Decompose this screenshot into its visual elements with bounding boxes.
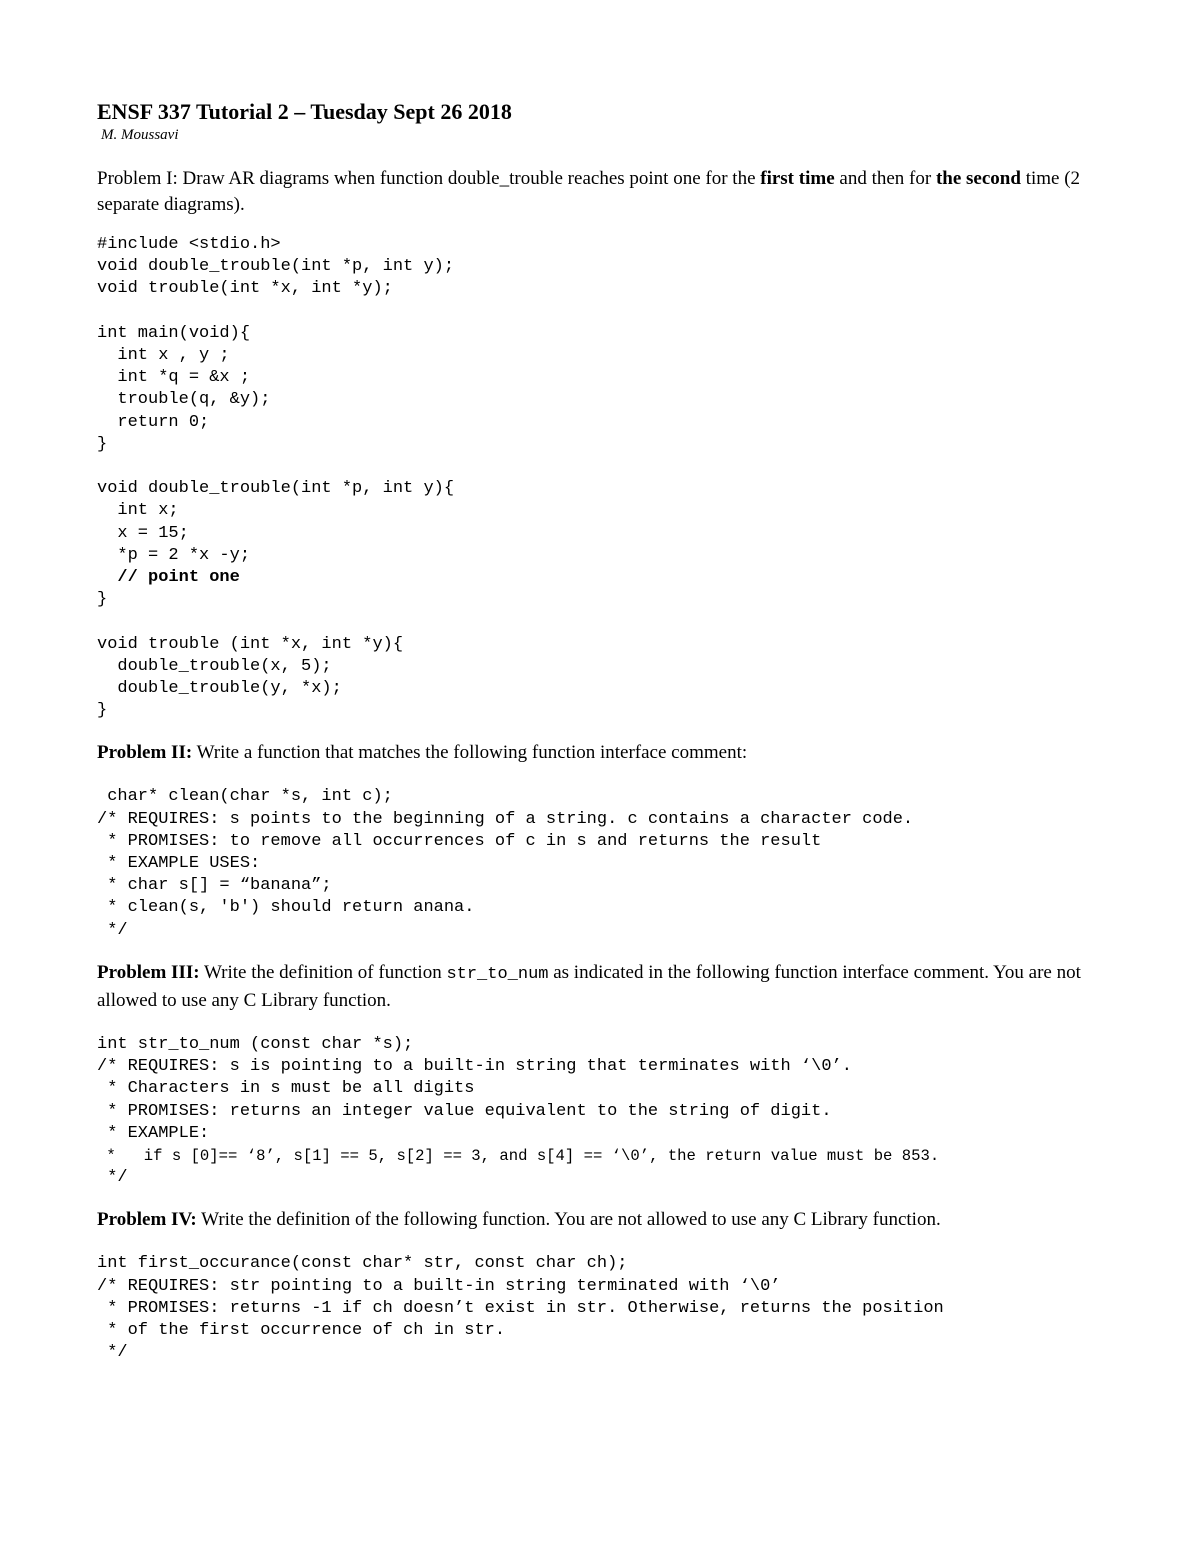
problem-1-statement (97, 166, 1107, 218)
problem-4-statement (97, 1207, 1107, 1233)
code-line: } (97, 434, 108, 454)
code-line: x = 15; (97, 523, 189, 543)
code-line: int x; (97, 501, 179, 521)
code-line: */ (97, 1343, 128, 1363)
code-line: * PROMISES: returns an integer value equivalent to the string of digit. (97, 1101, 832, 1121)
document-page (97, 98, 1107, 1364)
code-line (97, 301, 1107, 323)
code-line: void trouble (int *x, int *y){ (97, 634, 404, 654)
code-line: } (97, 701, 108, 721)
problem-1-emphasis-second: the second (935, 168, 1021, 189)
code-line: void double_trouble(int *p, int y); (97, 257, 455, 277)
problem-3-label: Problem III: (97, 961, 200, 983)
code-line: int x , y ; (97, 346, 230, 366)
code-line: *p = 2 *x -y; (97, 545, 251, 565)
code-line: char* clean(char *s, int c); (97, 787, 393, 807)
code-line: * of the first occurrence of ch in str. (97, 1320, 506, 1340)
code-line: trouble(q, &y); (97, 390, 271, 410)
document-author: M. Moussavi (101, 127, 179, 143)
code-line: void trouble(int *x, int *y); (97, 279, 393, 299)
code-line: * Characters in s must be all digits (97, 1079, 475, 1099)
problem-4-text: Write the definition of the following function. You are not allowed to use any C Library function. (196, 1209, 941, 1231)
problem-3-text-a: Write the definition of function (199, 961, 447, 983)
problem-1-code-block (97, 234, 1107, 722)
problem-3-function-name: str_to_num (446, 964, 549, 984)
code-line: /* REQUIRES: s points to the beginning of a string. c contains a character code. (97, 809, 914, 829)
problem-2-statement (97, 740, 1107, 766)
code-line: double_trouble(x, 5); (97, 656, 332, 676)
code-line (97, 611, 1107, 633)
code-line: /* REQUIRES: s is pointing to a built-in string that terminates with ‘\0’. (97, 1057, 852, 1077)
document-title: ENSF 337 Tutorial 2 – Tuesday Sept 26 2018 (97, 99, 512, 124)
problem-3-code-block (97, 1034, 1107, 1189)
code-line (97, 456, 1107, 478)
problem-1-emphasis-first-time: first time (760, 168, 835, 189)
code-line: double_trouble(y, *x); (97, 679, 342, 699)
code-line: * PROMISES: to remove all occurrences of c in s and returns the result (97, 831, 822, 851)
problem-2-text: Write a function that matches the following function interface comment: (192, 742, 748, 764)
code-line: */ (97, 920, 128, 940)
problem-1-text-c: time (2 separate diagrams). (97, 168, 1081, 215)
problem-1-text-a: Problem I: Draw AR diagrams when function double_trouble reaches point one for the (97, 168, 761, 189)
problem-1-text-b: and then for (834, 168, 936, 189)
code-line: int first_occurance(const char* str, const char ch); (97, 1254, 628, 1274)
code-line: int *q = &x ; (97, 368, 251, 388)
code-line: * EXAMPLE USES: (97, 854, 261, 874)
code-line: return 0; (97, 412, 210, 432)
code-comment-point-one: // point one (97, 568, 240, 588)
code-line: #include <stdio.h> (97, 235, 281, 254)
code-line: * char s[] = “banana”; (97, 876, 332, 896)
code-line: /* REQUIRES: str pointing to a built-in string terminated with ‘\0’ (97, 1276, 781, 1296)
code-line: * PROMISES: returns -1 if ch doesn’t exist in str. Otherwise, returns the position (97, 1298, 944, 1318)
problem-2-code-block (97, 786, 1107, 941)
code-line: int main(void){ (97, 323, 251, 343)
code-line-example: * if s [0]== ‘8’, s[1] == 5, s[2] == 3, and s[4] == ‘\0’, the return value must be 853. (97, 1146, 940, 1165)
code-line: * EXAMPLE: (97, 1123, 210, 1143)
code-line: } (97, 590, 108, 610)
code-line: void double_trouble(int *p, int y){ (97, 479, 455, 499)
problem-3-statement (97, 960, 1107, 1014)
problem-4-label: Problem IV: (97, 1209, 197, 1231)
problem-2-label: Problem II: (97, 742, 193, 764)
code-line: */ (97, 1168, 128, 1188)
problem-4-code-block (97, 1253, 1107, 1364)
code-line: * clean(s, 'b') should return anana. (97, 898, 475, 918)
problem-3-text-b: as indicated in the following function interface comment. You are not allowed to use any C Library function. (97, 961, 1081, 1011)
code-line: int str_to_num (const char *s); (97, 1034, 414, 1054)
